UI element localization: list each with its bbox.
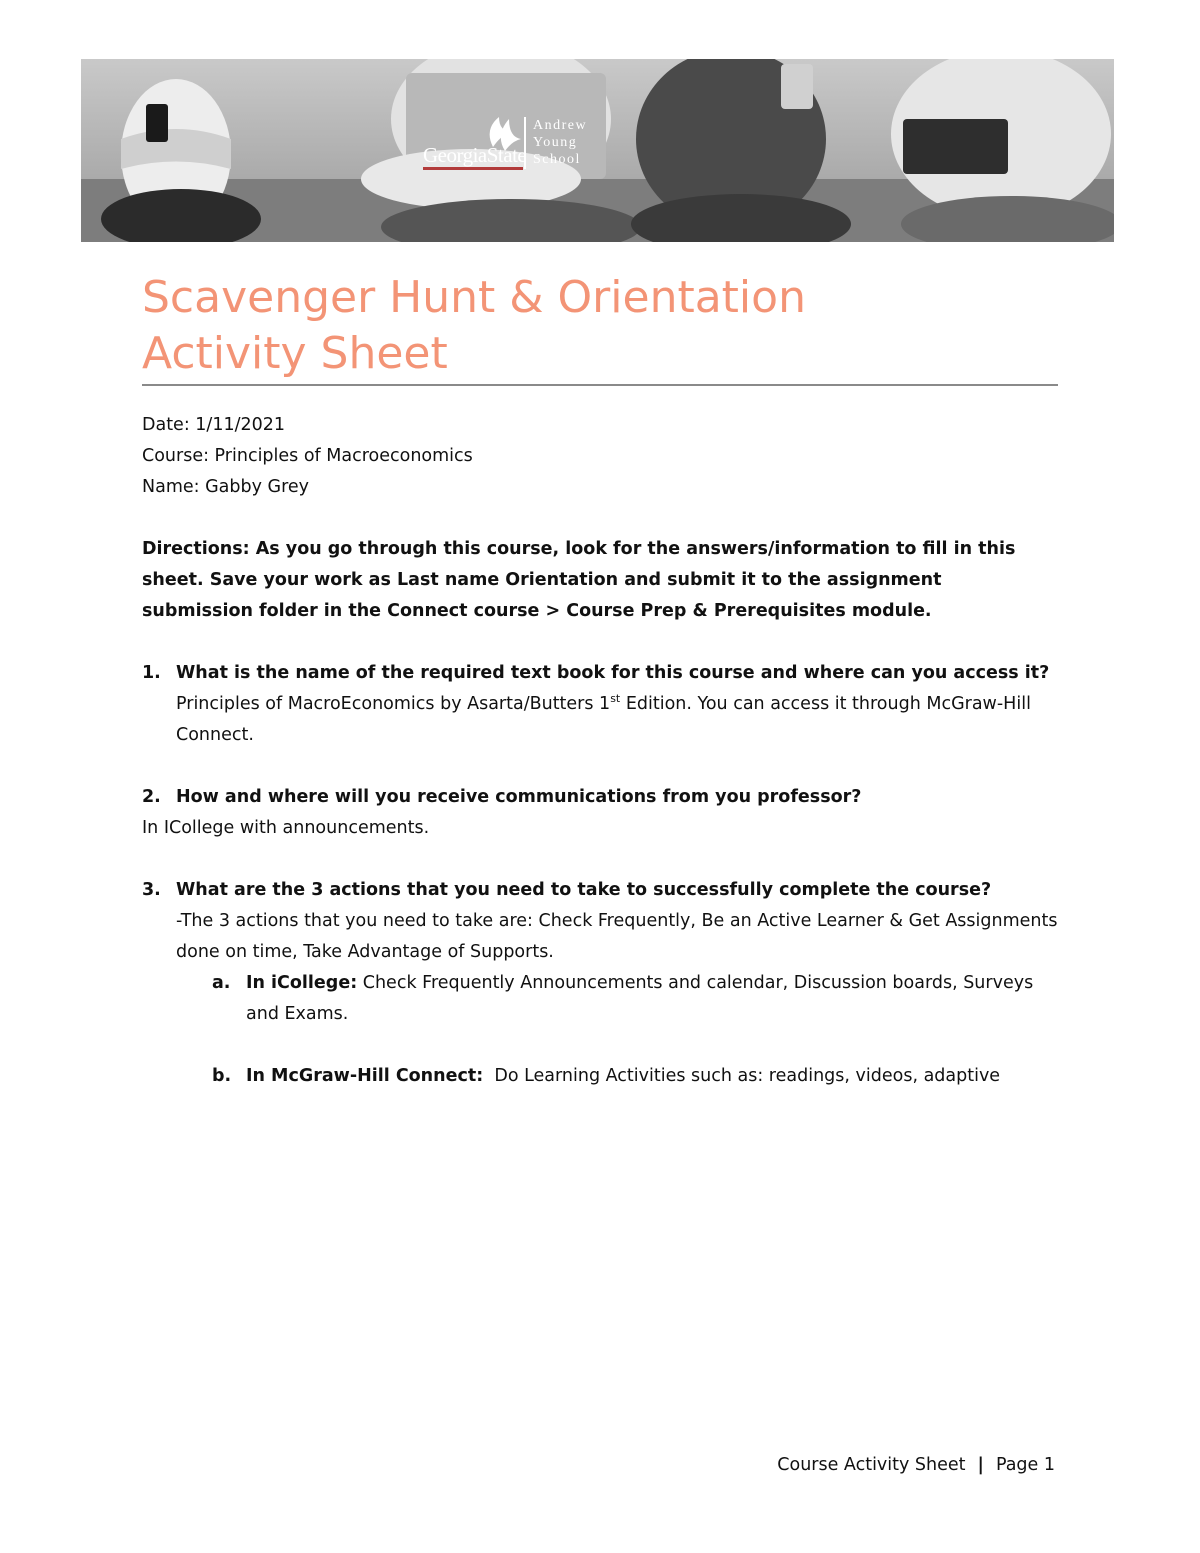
header-banner-photo <box>81 59 1114 242</box>
answer-1-part-2: Edition. You can access it through McGraw-Hill Connect. <box>176 694 1031 745</box>
question-3-text: What are the 3 actions that you need to take to successfully complete the course? <box>176 880 992 900</box>
item-b-marker: b. <box>212 1066 232 1086</box>
item-b-body: Do Learning Activities such as: readings, videos, adaptive <box>483 1066 1001 1086</box>
andrew-young-school-logo-text <box>533 117 587 168</box>
answer-1 <box>176 689 1058 751</box>
document-body <box>142 410 1058 1092</box>
question-1-number: 1. <box>142 663 161 683</box>
footer-separator: | <box>977 1455 984 1475</box>
page-title <box>142 270 1058 382</box>
answer-3-item-a <box>142 968 1058 1030</box>
answer-3-item-b <box>142 1061 1058 1092</box>
question-1 <box>142 658 1058 751</box>
item-a-body: Check Frequently Announcements and calendar, Discussion boards, Surveys and Exams. <box>246 973 1034 1024</box>
name-line: Name: Gabby Grey <box>142 477 310 497</box>
georgia-state-logo-text: GeorgiaState <box>423 143 527 167</box>
question-3 <box>142 875 1058 968</box>
title-divider <box>142 384 1058 386</box>
date-line: Date: 1/11/2021 <box>142 415 286 435</box>
directions-paragraph: Directions: As you go through this course, look for the answers/information to fill in this sheet. Save your work as Last name Orientation and submit it to the assignment submission folder in the Connect course > Course Prep & Prerequisites module. <box>142 539 1016 621</box>
footer-label: Course Activity Sheet <box>777 1455 966 1475</box>
banner-photo <box>81 59 1114 242</box>
footer-page-number: Page 1 <box>995 1455 1055 1475</box>
logo-word-andrew: Andrew <box>533 118 588 133</box>
item-b-label: In McGraw-Hill Connect: <box>246 1066 484 1086</box>
item-a-marker: a. <box>212 973 231 993</box>
page-footer <box>700 1455 1055 1475</box>
course-line: Course: Principles of Macroeconomics <box>142 446 473 466</box>
item-a-label: In iCollege: <box>246 973 358 993</box>
question-2 <box>142 782 1058 813</box>
title-line-1: Scavenger Hunt & Orientation <box>142 272 806 323</box>
question-2-number: 2. <box>142 787 161 807</box>
item-b-text <box>246 1061 1058 1092</box>
answer-1-part-1: Principles of MacroEconomics by Asarta/Butters 1 <box>176 694 611 714</box>
logo-word-young: Young <box>533 135 578 150</box>
question-1-text: What is the name of the required text book for this course and where can you access it? <box>176 663 1050 683</box>
answer-2: In ICollege with announcements. <box>142 818 430 838</box>
answer-1-superscript: st <box>610 692 621 706</box>
item-a-text <box>246 968 1058 1030</box>
question-3-number: 3. <box>142 880 161 900</box>
logo-word-school: School <box>533 152 581 167</box>
title-line-2: Activity Sheet <box>142 328 448 379</box>
answer-3: -The 3 actions that you need to take are: Check Frequently, Be an Active Learner & Get Assignments done on time, Take Advantage of Supports. <box>176 911 1058 962</box>
question-2-text: How and where will you receive communications from you professor? <box>176 787 862 807</box>
